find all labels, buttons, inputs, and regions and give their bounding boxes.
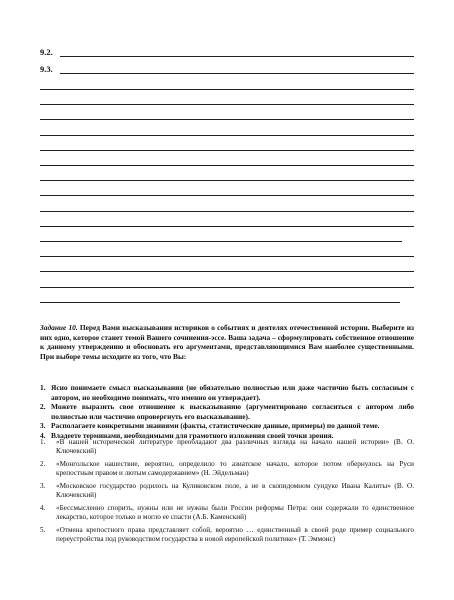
answer-label: 9.2. xyxy=(40,47,53,57)
criteria-item xyxy=(40,383,414,402)
quote-text: «Бессмысленно спорить, нужны или не нужны были России реформы Петра: они содержали то единственное лекарство, которое только и могло ее спасти (А.Б. Каменский) xyxy=(56,503,414,521)
answer-rule-line[interactable] xyxy=(40,195,414,196)
answer-rule-line[interactable] xyxy=(40,211,414,212)
answer-rule-line[interactable] xyxy=(40,104,414,105)
answer-rule-line[interactable] xyxy=(40,287,414,288)
answer-rule-line[interactable] xyxy=(40,180,414,181)
answer-rule-line[interactable] xyxy=(40,119,414,120)
quote-number: 5. xyxy=(40,525,46,534)
quote-item[interactable] xyxy=(40,504,414,522)
criteria-item xyxy=(40,402,414,421)
answer-rule-line[interactable] xyxy=(40,165,414,166)
task-10-instructions xyxy=(40,323,414,361)
quote-item[interactable] xyxy=(40,482,414,500)
answer-rule-line[interactable] xyxy=(40,241,402,242)
quote-text: «Монгольское нашествие, вероятно, определило то азиатское начало, которое потом обернулось на Руси крепостным правом и лютым самодержавием» (Н. Эйдельман) xyxy=(56,459,414,478)
answer-rule xyxy=(60,73,414,74)
answer-rule-line[interactable] xyxy=(40,271,414,272)
quote-item[interactable] xyxy=(40,526,414,544)
answer-rule-line[interactable] xyxy=(40,135,414,136)
answer-rule-line[interactable] xyxy=(40,226,414,227)
quote-item[interactable] xyxy=(40,438,414,456)
quote-text: «В нашей исторической литературе преобладают два различных взгляда на начало нашей истории» (В. О. Ключевский) xyxy=(56,438,414,456)
criteria-text: Ясно понимаете смысл высказывания (не обязательно полностью или даже частично быть согласным с автором, но необходимо понимать, что именно он утверждает). xyxy=(51,383,414,402)
answer-rule-line[interactable] xyxy=(40,256,414,257)
answer-line-9-3[interactable] xyxy=(40,64,414,76)
answer-rule-line[interactable] xyxy=(40,150,414,151)
criteria-number: 3. xyxy=(40,421,46,430)
quote-number: 1. xyxy=(40,438,46,446)
criteria-number: 2. xyxy=(40,402,46,411)
answer-rule-line[interactable] xyxy=(40,89,414,90)
criteria-text: Владеете терминами, необходимыми для грамотного изложения своей точки зрения. xyxy=(51,430,334,440)
criteria-number: 1. xyxy=(40,383,46,392)
task-intro: Перед Вами высказывания историков о событиях и деятелях отечественной истории. Выберите из них одно, которое станет темой Вашего сочинения-эссе. Ваша задача – сформулировать собственное отношение к данному утверждению и обосновать его аргументами, представляющимися Вам наиболее существенными. При выборе темы исходите из того, что Вы: xyxy=(40,323,414,361)
answer-label: 9.3. xyxy=(40,64,53,74)
answer-rule xyxy=(60,56,414,57)
quotes-list xyxy=(40,438,414,548)
task-title: Задание 10. xyxy=(40,323,78,332)
answer-line-9-2[interactable] xyxy=(40,47,414,59)
quote-item[interactable] xyxy=(40,460,414,478)
quote-number: 3. xyxy=(40,481,46,490)
criteria-text: Можете выразить свое отношение к высказыванию (аргументировано согласиться с автором либо полностью или частично опровергнуть его высказывание). xyxy=(51,402,414,421)
criteria-list xyxy=(40,383,414,440)
quote-text: «Отмена крепостного права представляет собой, вероятно … единственный в своей роде пример социального переустройства под руководством государства в новой европейской политике» (Т. Эммонс) xyxy=(56,525,414,543)
criteria-item xyxy=(40,421,414,431)
answer-rule-line[interactable] xyxy=(40,302,400,303)
criteria-text: Располагаете конкретными знаниями (факты, статистические данные, примеры) по данной теме. xyxy=(51,421,380,430)
quote-text: «Московское государство родилось на Куликовском поле, а не в скопидомном сундуке Ивана Калиты» (В. О. Ключевский) xyxy=(56,481,414,500)
criteria-number: 4. xyxy=(40,430,46,440)
quote-number: 4. xyxy=(40,503,46,512)
quote-number: 2. xyxy=(40,459,46,468)
